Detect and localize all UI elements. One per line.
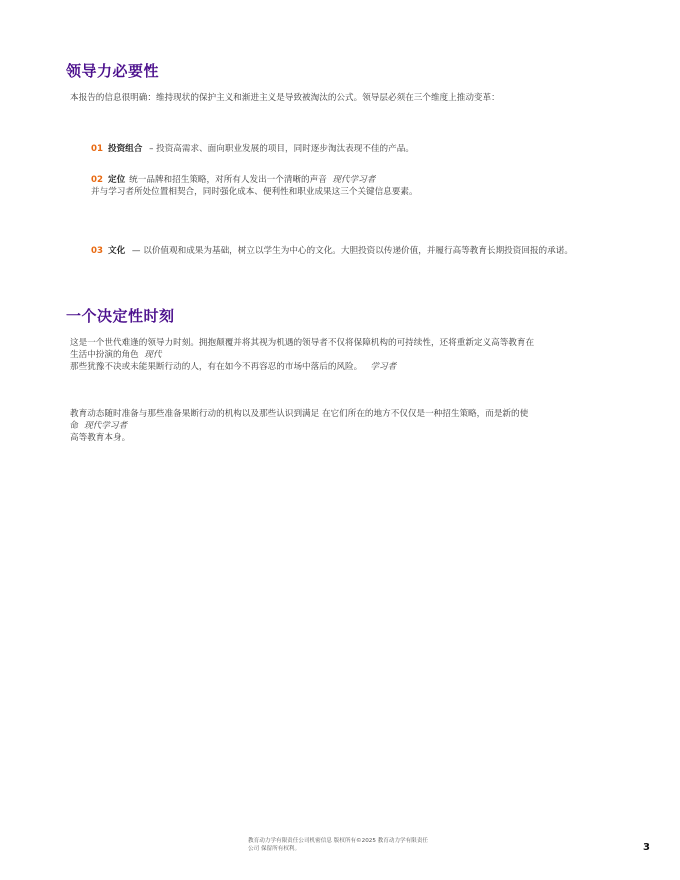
- paragraph-line: 高等教育本身。: [70, 433, 131, 443]
- item-label: 文化: [107, 246, 126, 256]
- footer-line: 教育动力学有限责任公司机密信息 版权所有©2025 教育动力学有限责任: [248, 838, 429, 844]
- list-item-culture: [91, 245, 621, 257]
- leadership-intro: 本报告的信息很明确：维持现状的保护主义和渐进主义是导致被淘汰的公式。领导层必须在三个维度上推动变革：: [70, 93, 500, 103]
- italic-term: 现代: [144, 350, 162, 360]
- paragraph-line: 教育动态随时准备与那些准备果断行动的机构以及那些认识到满足 在它们所在的地方不仅仅是一种招生策略，而是新的使: [70, 409, 529, 419]
- item-text: — 以价值观和成果为基础，树立以学生为中心的文化。大胆投资以传递价值，并履行高等教育长期投资回报的承诺。: [129, 246, 573, 256]
- item-italic-term: 现代学习者: [332, 175, 376, 185]
- footer-line: 公司 保留所有权利。: [248, 845, 301, 852]
- italic-term: 现代学习者: [84, 421, 128, 431]
- italic-term: 学习者: [370, 362, 397, 372]
- footer-copyright: [248, 838, 448, 853]
- paragraph-line: 生活中扮演的角色: [70, 350, 139, 360]
- item-label: 定位: [107, 175, 126, 185]
- section-title-moment: 一个决定性时刻: [66, 307, 175, 325]
- list-item-portfolio: [91, 143, 621, 155]
- paragraph-line: 这是一个世代难逢的领导力时刻。拥抱颠覆并将其视为机遇的领导者不仅将保障机构的可持续性，还将重新定义高等教育在: [70, 338, 535, 348]
- item-text: – 投资高需求、面向职业发展的项目，同时逐步淘汰表现不佳的产品。: [146, 144, 414, 154]
- list-item-positioning: [91, 174, 621, 198]
- item-text-continued: 并与学习者所处位置相契合，同时强化成本、便利性和职业成果这三个关键信息要素。: [91, 187, 418, 197]
- item-number: 02: [91, 175, 103, 185]
- paragraph-line: 那些犹豫不决或未能果断行动的人，有在如今不再容忍的市场中落后的风险。: [70, 362, 363, 372]
- item-number: 03: [91, 246, 103, 256]
- moment-paragraph-2: [70, 408, 618, 444]
- page-number: 3: [643, 842, 650, 853]
- item-number: 01: [91, 144, 103, 154]
- item-label: 投资组合: [107, 144, 143, 154]
- moment-paragraph-1: [70, 337, 618, 373]
- section-title-leadership: 领导力必要性: [66, 62, 160, 80]
- paragraph-line: 命: [70, 421, 79, 431]
- item-text: 统一品牌和招生策略，对所有人发出一个清晰的声音: [129, 175, 327, 185]
